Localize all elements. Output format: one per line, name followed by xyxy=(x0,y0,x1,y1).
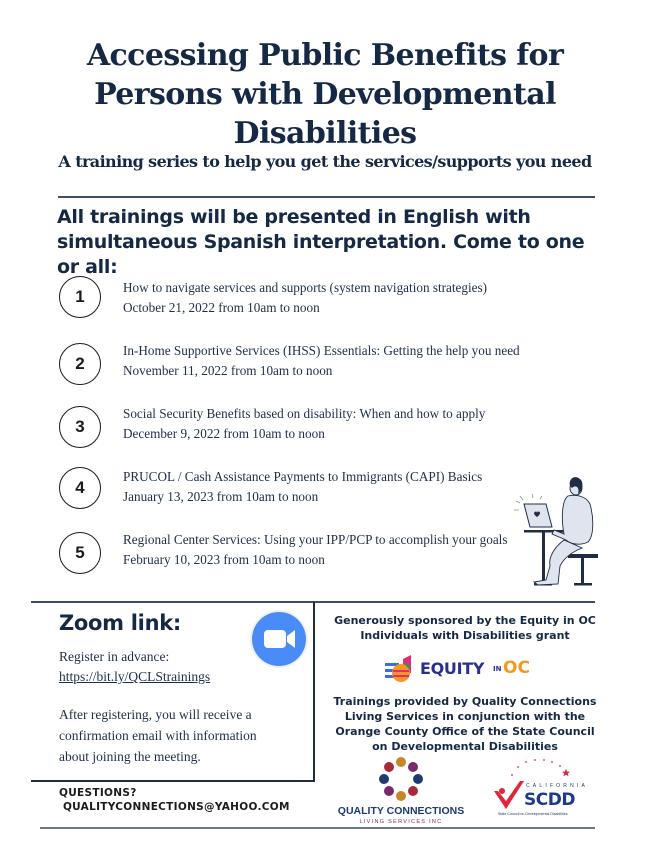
sponsor-line: Generously sponsored by the Equity in OC xyxy=(334,614,596,627)
session-item xyxy=(59,406,579,456)
session-number-badge: 1 xyxy=(59,276,101,318)
session-number-badge: 2 xyxy=(59,343,101,385)
equity-in-oc-logo xyxy=(385,655,530,685)
session-item xyxy=(59,276,579,326)
register-label: Register in advance: xyxy=(59,649,170,664)
page-title: Accessing Public Benefits for Persons with Developmental Disabilities xyxy=(86,38,564,151)
session-date: November 11, 2022 from 10am to noon xyxy=(123,363,333,378)
questions-label: QUESTIONS? xyxy=(59,787,137,799)
after-registering-text-3: about joining the meeting. xyxy=(59,749,201,764)
session-number-badge: 4 xyxy=(59,467,101,509)
provider-line: Orange County Office of the State Council xyxy=(335,725,595,738)
session-title: Social Security Benefits based on disability: When and how to apply xyxy=(123,406,486,421)
provider-line: Living Services in conjunction with the xyxy=(344,710,586,723)
session-date: February 10, 2023 from 10am to noon xyxy=(123,552,325,567)
contact-email[interactable]: QUALITYCONNECTIONS@YAHOO.COM xyxy=(59,801,290,813)
column-divider xyxy=(313,602,315,782)
session-date: October 21, 2022 from 10am to noon xyxy=(123,300,320,315)
session-title: In-Home Supportive Services (IHSS) Essentials: Getting the help you need xyxy=(123,343,520,358)
quality-connections-logo xyxy=(336,755,466,830)
equity-logo-word: EQUITY xyxy=(420,659,485,678)
session-title: PRUCOL / Cash Assistance Payments to Immigrants (CAPI) Basics xyxy=(123,469,483,484)
session-item xyxy=(59,532,579,582)
registration-link[interactable]: https://bit.ly/QCLStrainings xyxy=(59,669,211,684)
after-registering-text-2: confirmation email with information xyxy=(59,728,257,743)
scdd-subtitle: State Council on Developmental Disabilities xyxy=(498,812,568,816)
equity-logo-in: IN xyxy=(493,665,502,673)
session-number-badge: 3 xyxy=(59,406,101,448)
quality-connections-subtitle: LIVING SERVICES INC xyxy=(359,819,443,825)
session-item xyxy=(59,467,579,517)
session-date: January 13, 2023 from 10am to noon xyxy=(123,489,319,504)
session-title: Regional Center Services: Using your IPP/PCP to accomplish your goals xyxy=(123,532,508,547)
zoom-link-heading: Zoom link: xyxy=(59,611,181,635)
intro-text: All trainings will be presented in English with simultaneous Spanish interpretation. Come to one or all: xyxy=(57,206,585,278)
quality-connections-name: QUALITY CONNECTIONS xyxy=(337,805,465,817)
provider-line: on Developmental Disabilities xyxy=(372,740,558,753)
session-title: How to navigate services and supports (system navigation strategies) xyxy=(123,280,488,295)
divider-questions xyxy=(31,780,314,782)
scdd-state-label: CALIFORNIA xyxy=(526,783,589,789)
session-number-badge: 5 xyxy=(59,532,101,574)
session-item xyxy=(59,343,579,393)
equity-emblem-icon xyxy=(385,655,417,685)
page-subtitle: A training series to help you get the services/supports you need xyxy=(58,152,592,171)
scdd-wordmark: SCDD xyxy=(524,790,575,810)
woman-at-laptop-illustration xyxy=(506,448,606,590)
scdd-logo xyxy=(488,755,588,820)
provider-text xyxy=(322,694,608,754)
quality-connections-emblem-icon xyxy=(336,755,466,805)
questions-block xyxy=(59,786,290,814)
session-date: December 9, 2022 from 10am to noon xyxy=(123,426,325,441)
divider-bottom xyxy=(40,827,595,829)
equity-logo-oc: OC xyxy=(503,658,530,678)
zoom-video-camera-icon xyxy=(252,612,306,666)
provider-line: Trainings provided by Quality Connections xyxy=(333,695,597,708)
sponsor-line: Individuals with Disabilities grant xyxy=(360,629,570,642)
sponsor-text xyxy=(322,613,608,643)
after-registering-text-1: After registering, you will receive a xyxy=(59,707,252,722)
divider-top xyxy=(58,196,595,198)
